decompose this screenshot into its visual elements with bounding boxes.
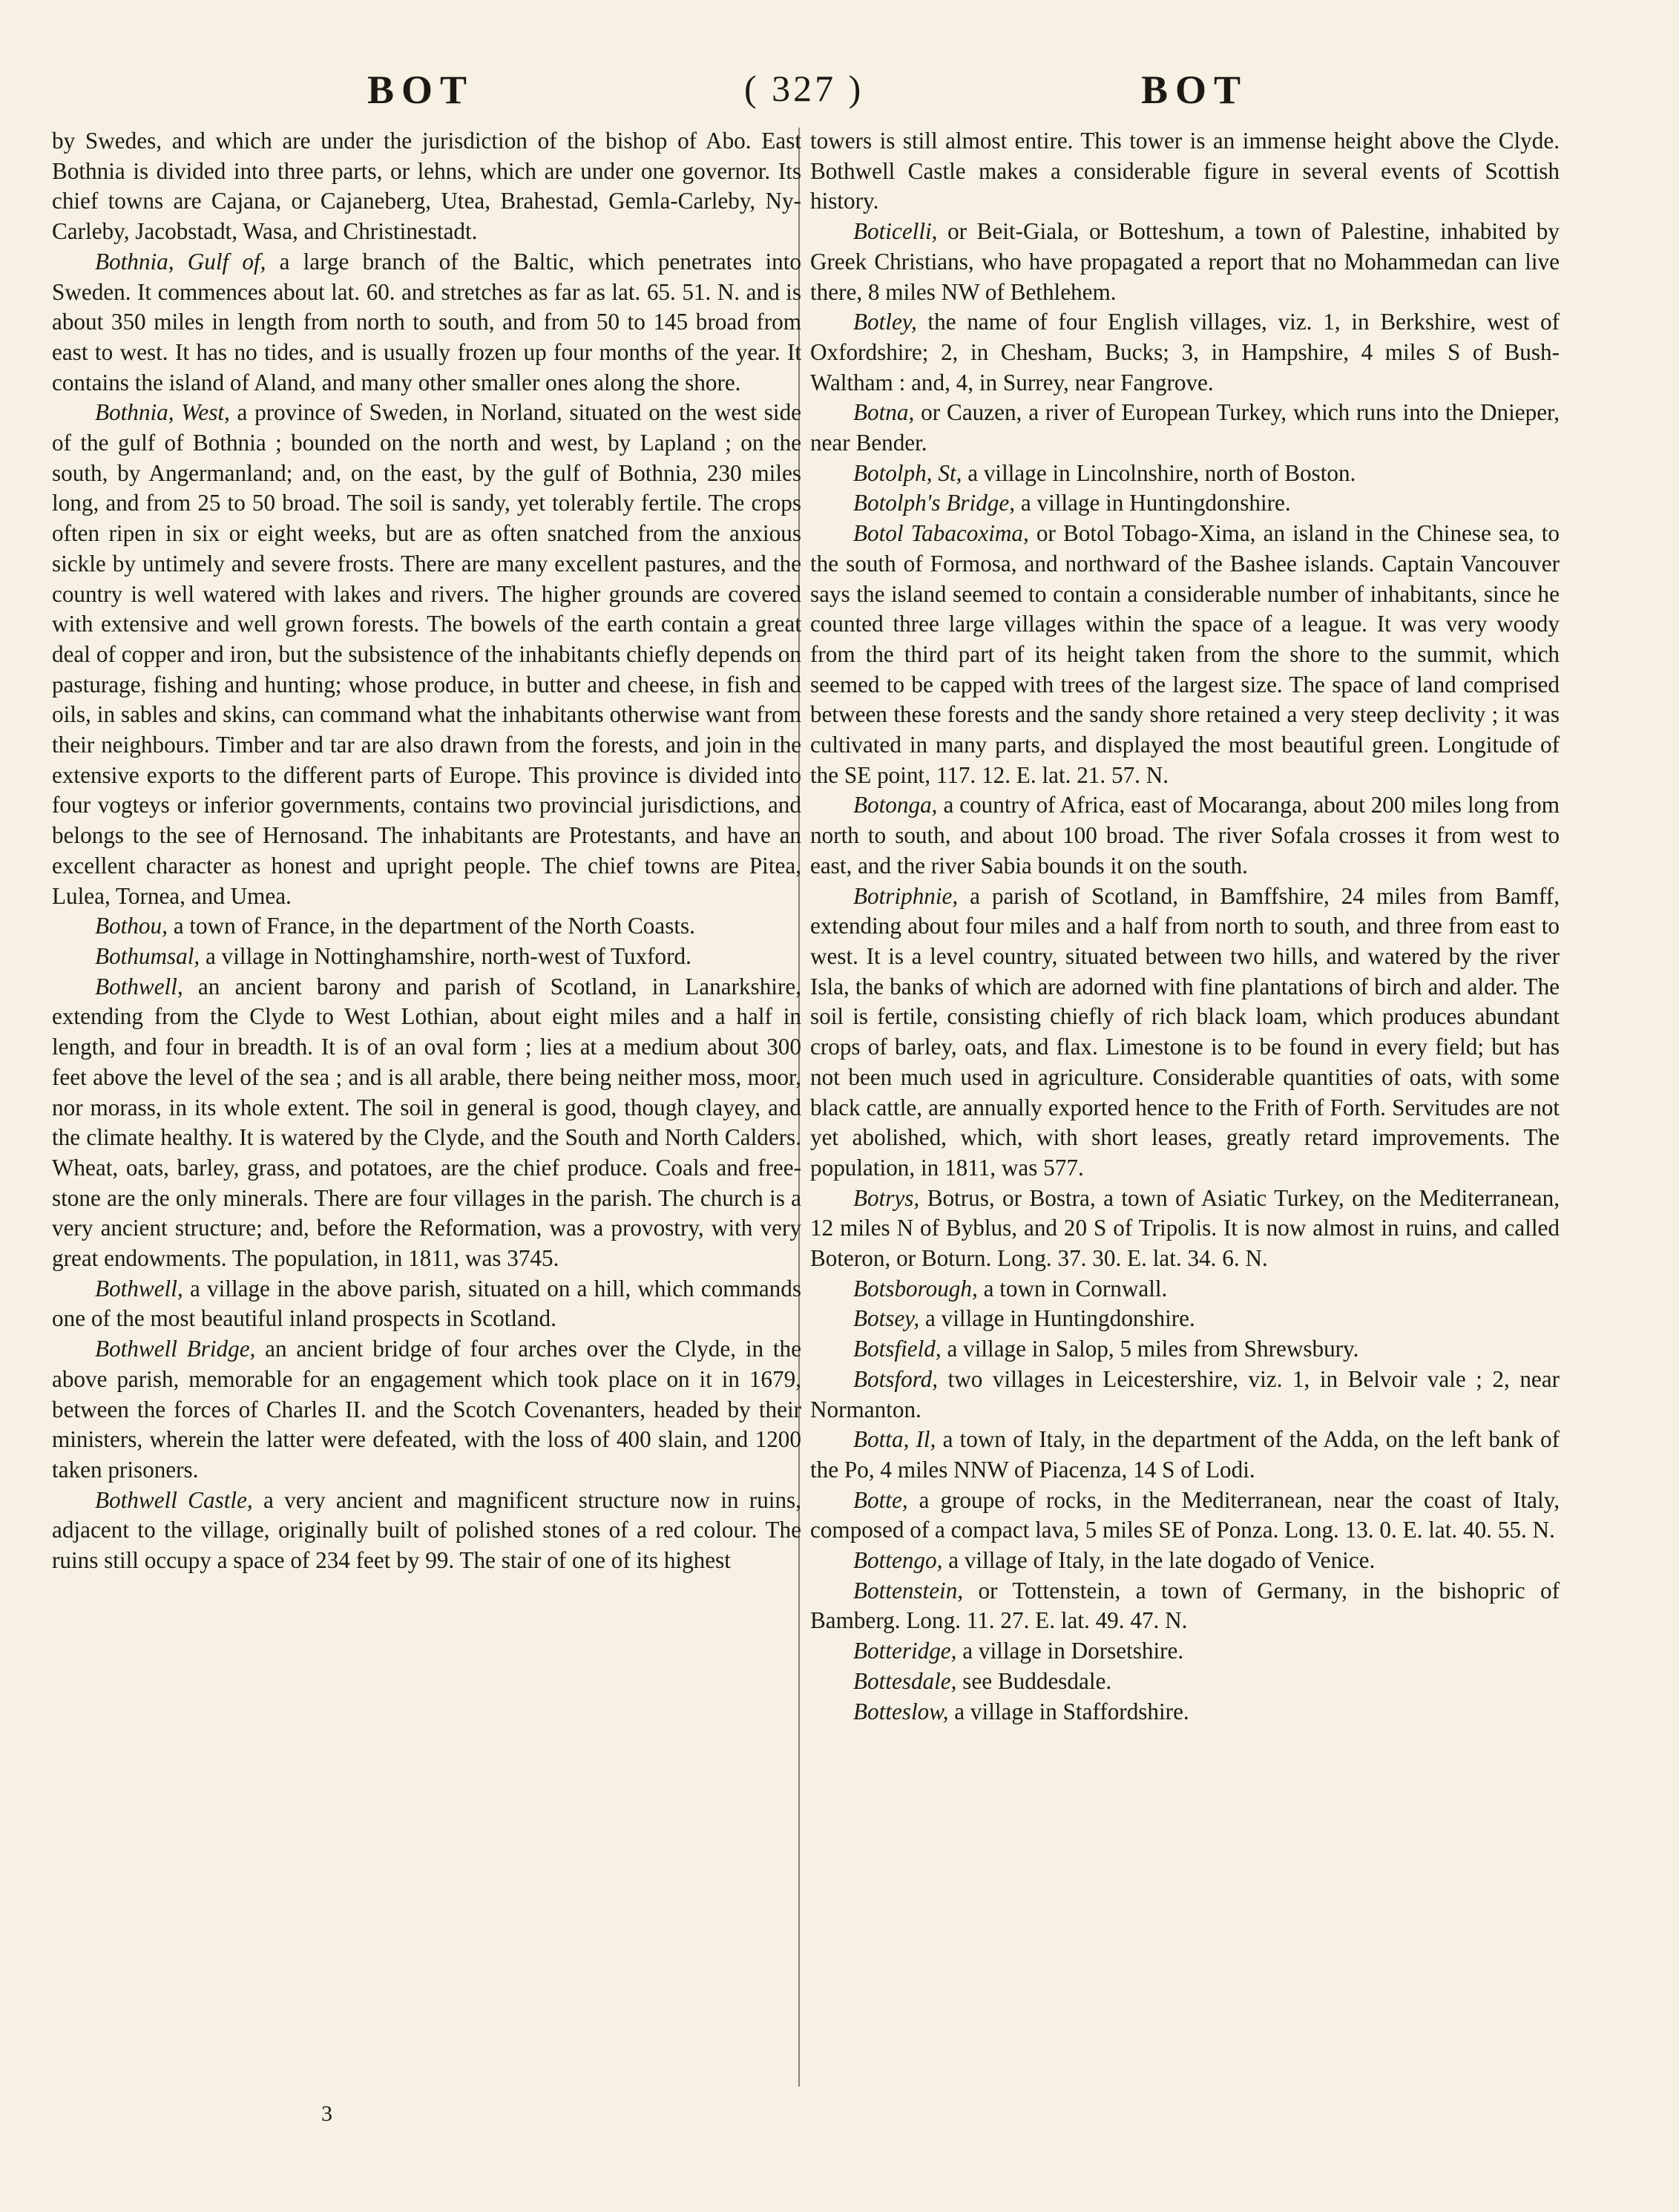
entry: by Swedes, and which are under the jurisdiction of the bishop of Abo. East Bothnia is divided into three parts, or lehns, which are under one governor. Its chief towns are Cajana, or Cajaneberg, Utea, Brahestad, Gemla-Carleby, Ny-Carleby, Jacobstadt, Wasa, and Christinestadt.: [52, 128, 801, 245]
entry-headword: Bothnia, Gulf of,: [95, 248, 266, 275]
entry: Bothwell Castle, a very ancient and magnificent structure now in ruins, adjacent to the village, originally built of polished stones of a red colour. The ruins still occupy a space of 234 feet by 99. The stair of one of its highest: [52, 1486, 801, 1574]
entry: Bothumsal, a village in Nottinghamshire, north-west of Tuxford.: [95, 942, 691, 969]
entry: Botley, the name of four English villages, viz. 1, in Berkshire, west of Oxfordshire; 2, in Chesham, Bucks; 3, in Hampshire, 4 miles S of Bush-Waltham : and, 4, in Surrey, near Fangrove.: [810, 309, 1560, 396]
entry-headword: Botteslow,: [853, 1698, 949, 1724]
entry-headword: Bothumsal,: [95, 942, 200, 969]
left-column: [52, 126, 801, 1576]
entry-headword: Botsborough,: [853, 1275, 978, 1302]
signature-mark: 3: [321, 2101, 332, 2126]
entry-headword: Botley,: [853, 309, 917, 335]
entry: Botonga, a country of Africa, east of Mocaranga, about 200 miles long from north to south, and about 100 broad. The river Sofala crosses it from west to east, and the river Sabia bounds it on the south.: [810, 792, 1560, 879]
entry-headword: Bothwell,: [95, 1275, 183, 1302]
entry-headword: Botrys,: [853, 1184, 920, 1211]
entry-headword: Botonga,: [853, 792, 938, 818]
entry: Botrys, Botrus, or Bostra, a town of Asiatic Turkey, on the Mediterranean, 12 miles N of Byblus, and 20 S of Tripolis. It is now almost in ruins, and called Boteron, or Boturn. Long. 37. 30. E. lat. 34. 6. N.: [810, 1184, 1560, 1272]
entry: Bothwell Bridge, an ancient bridge of four arches over the Clyde, in the above parish, memorable for an engagement which took place on it in 1679, between the forces of Charles II. and the Scotch Covenanters, headed by their ministers, wherein the latter were defeated, with the loss of 400 slain, and 1200 taken prisoners.: [52, 1336, 801, 1483]
entry: Botteridge, a village in Dorsetshire.: [853, 1638, 1184, 1664]
page-number: ( 327 ): [744, 68, 864, 109]
entry: Botriphnie, a parish of Scotland, in Bamffshire, 24 miles from Bamff, extending about four miles and a half from north to south, and three from east to west. It is a level country, situated between two hills, and watered by the river Isla, the banks of which are adorned with fine plantations of birch and alder. The soil is fertile, consisting chiefly of rich black loam, which produces abundant crops of barley, oats, and flax. Limestone is to be found in every field; but has not been much used in agriculture. Considerable quantities of oats, with some black cattle, are annually exported hence to the Frith of Forth. Servitudes are not yet abolished, which, with short leases, greatly retard improvements. The population, in 1811, was 577.: [810, 882, 1560, 1181]
entry-headword: Botol Tabacoxima,: [853, 520, 1029, 547]
entry: Botolph, St, a village in Lincolnshire, north of Boston.: [853, 459, 1356, 486]
entry-headword: Bothou,: [95, 913, 168, 939]
entry-headword: Botna,: [853, 399, 915, 426]
entry: Bottengo, a village of Italy, in the late dogado of Venice.: [853, 1547, 1376, 1574]
entry: Boticelli, or Beit-Giala, or Botteshum, a town of Palestine, inhabited by Greek Christians, who have propagated a report that no Mohammedan can live there, 8 miles NW of Bethlehem.: [810, 218, 1560, 305]
entry-headword: Botsfield,: [853, 1336, 942, 1362]
entry: Bothnia, West, a province of Sweden, in Norland, situated on the west side of the gulf of Bothnia ; bounded on the north and west, by Lapland ; on the south, by Angermanland; and, on the east, by the gulf of Bothnia, 230 miles long, and from 25 to 50 broad. The soil is sandy, yet tolerably fertile. The crops often ripen in six or eight weeks, but are as often snatched from the anxious sickle by untimely and severe frosts. There are many excellent pastures, and the country is well watered with lakes and rivers. The higher grounds are covered with extensive and well grown forests. The bowels of the earth contain a great deal of copper and iron, but the subsistence of the inhabitants chiefly depends on pasturage, fishing and hunting; whose produce, in butter and cheese, in fish and oils, in sables and skins, can command what the inhabitants otherwise want from their neighbours. Timber and tar are also drawn from the forests, and join in the extensive exports to the different parts of Europe. This province is divided into four vogteys or inferior governments, contains two provincial jurisdictions, and belongs to the see of Hernosand. The inhabitants are Protestants, and have an excellent character as honest and upright people. The chief towns are Pitea, Lulea, Tornea, and Umea.: [52, 399, 802, 909]
entry: Bothwell, an ancient barony and parish of Scotland, in Lanarkshire, extending from the Clyde to West Lothian, about eight miles and a half in length, and four in breadth. It is of an oval form ; lies at a medium about 300 feet above the level of the sea ; and is all arable, there being neither moss, moor, nor morass, in its whole extent. The soil in general is good, though clayey, and the climate healthy. It is watered by the Clyde, and the South and North Calders. Wheat, oats, barley, grass, and potatoes, are the chief produce. Coals and free-stone are the only minerals. There are four villages in the parish. The church is a very ancient structure; and, before the Reformation, was a provostry, with very great endowments. The population, in 1811, was 3745.: [52, 973, 801, 1272]
entry-headword: Botsey,: [853, 1305, 920, 1332]
header-left-catchword: BOT: [367, 68, 475, 112]
entry: Bothwell, a village in the above parish, situated on a hill, which commands one of the most beautiful inland prospects in Scotland.: [52, 1275, 801, 1332]
entry: Bottesdale, see Buddesdale.: [853, 1667, 1112, 1694]
entry: Botteslow, a village in Staffordshire.: [853, 1698, 1189, 1724]
entry-headword: Bottengo,: [853, 1547, 943, 1574]
entry: Botol Tabacoxima, or Botol Tobago-Xima, an island in the Chinese sea, to the south of Formosa, and northward of the Bashee islands. Captain Vancouver says the island seemed to contain a considerable number of inhabitants, since he counted three large villages within the space of a league. It was very woody from the third part of its height taken from the shore to the summit, which seemed to be capped with trees of the largest size. The space of land comprised between these forests and the sandy shore retained a very steep declivity ; it was cultivated in many parts, and displayed the most beautiful green. Longitude of the SE point, 117. 12. E. lat. 21. 57. N.: [810, 520, 1560, 788]
entry-headword: Bothwell Castle,: [95, 1486, 253, 1513]
entry-headword: Boticelli,: [853, 218, 938, 245]
entry-headword: Botolph's Bridge,: [853, 490, 1016, 516]
entry-headword: Botteridge,: [853, 1638, 957, 1664]
entry: Botolph's Bridge, a village in Huntingdonshire.: [853, 490, 1291, 516]
right-column: [810, 126, 1560, 1727]
entry: Bothou, a town of France, in the department of the North Coasts.: [95, 913, 695, 939]
entry: towers is still almost entire. This tower is an immense height above the Clyde. Bothwell Castle makes a considerable figure in several events of Scottish history.: [810, 128, 1560, 214]
entry: Bothnia, Gulf of, a large branch of the Baltic, which penetrates into Sweden. It commences about lat. 60. and stretches as far as lat. 65. 51. N. and is about 350 miles in length from north to south, and from 50 to 145 broad from east to west. It has no tides, and is usually frozen up four months of the year. It contains the island of Aland, and many other smaller ones along the shore.: [52, 248, 801, 396]
entry-headword: Botolph, St,: [853, 459, 962, 486]
entry-headword: Bothwell Bridge,: [95, 1336, 256, 1362]
entry-headword: Bothnia, West,: [95, 399, 230, 426]
entry-headword: Botte,: [853, 1486, 908, 1513]
entry: Botta, Il, a town of Italy, in the department of the Adda, on the left bank of the Po, 4 miles NNW of Piacenza, 14 S of Lodi.: [810, 1426, 1560, 1483]
entry: Botsford, two villages in Leicestershire, viz. 1, in Belvoir vale ; 2, near Normanton.: [810, 1365, 1560, 1422]
running-header: [0, 46, 1679, 120]
entry: Botsfield, a village in Salop, 5 miles from Shrewsbury.: [853, 1336, 1359, 1362]
entry-headword: Botriphnie,: [853, 882, 959, 909]
entry-headword: Bottenstein,: [853, 1577, 964, 1604]
entry-headword: Bothwell,: [95, 973, 183, 1000]
header-right-catchword: BOT: [1141, 68, 1249, 112]
entry: Bottenstein, or Tottenstein, a town of Germany, in the bishopric of Bamberg. Long. 11. 27. E. lat. 49. 47. N.: [810, 1577, 1560, 1634]
entry-headword: Botsford,: [853, 1365, 939, 1392]
entry: Botna, or Cauzen, a river of European Turkey, which runs into the Dnieper, near Bender.: [810, 399, 1560, 456]
entry-headword: Bottesdale,: [853, 1667, 957, 1694]
entry: Botte, a groupe of rocks, in the Mediterranean, near the coast of Italy, composed of a compact lava, 5 miles SE of Ponza. Long. 13. 0. E. lat. 40. 55. N.: [810, 1486, 1560, 1543]
entry: Botsborough, a town in Cornwall.: [853, 1275, 1168, 1302]
entry: Botsey, a village in Huntingdonshire.: [853, 1305, 1195, 1332]
entry-headword: Botta, Il,: [853, 1426, 936, 1453]
